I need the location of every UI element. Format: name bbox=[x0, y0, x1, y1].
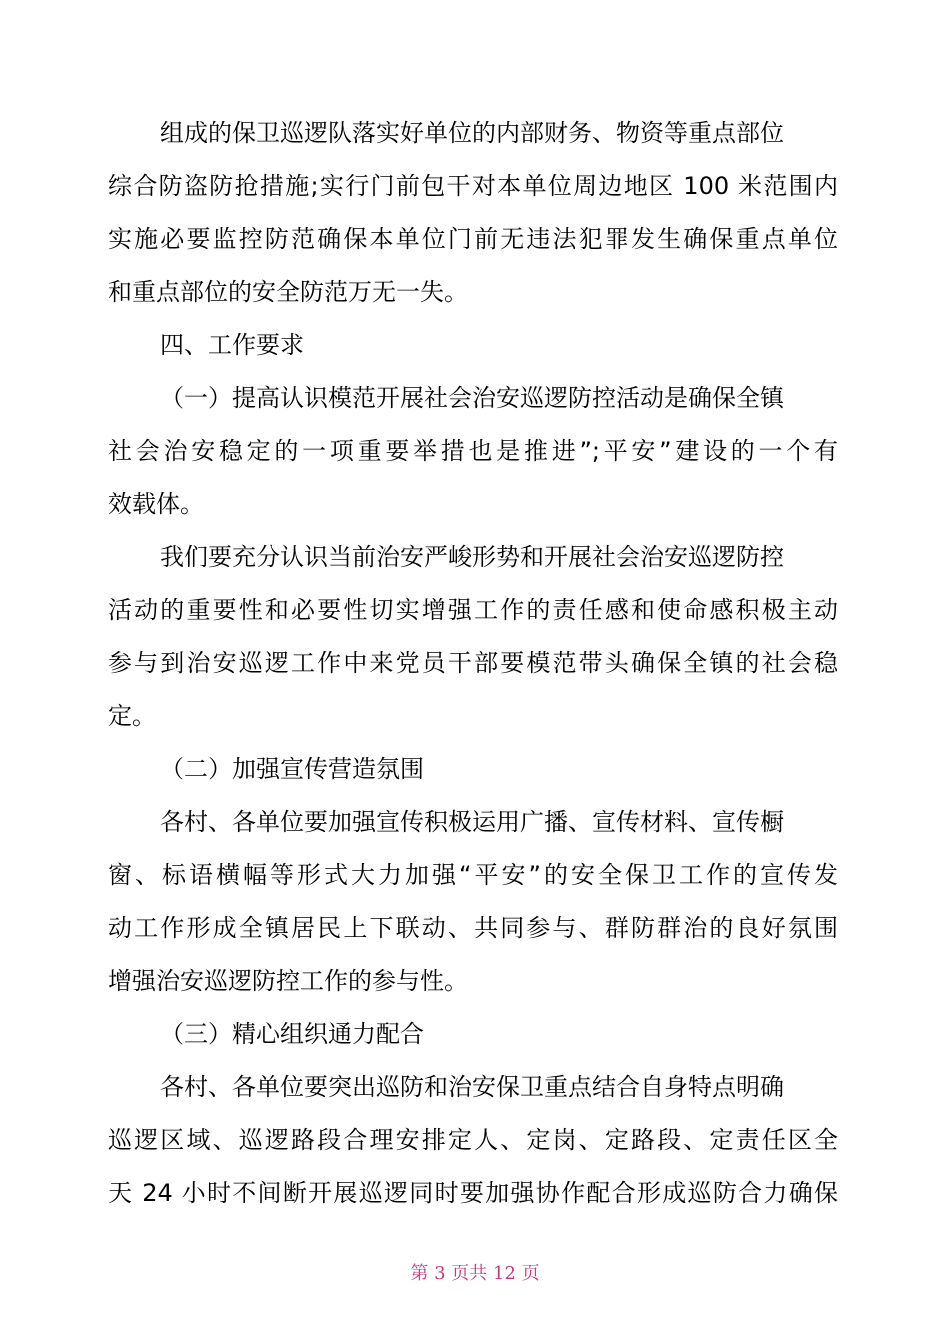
paragraph-line: 巡逻区域、巡逻路段合理安排定人、定岗、定路段、定责任区全 bbox=[108, 1126, 838, 1154]
paragraph-line: 活动的重要性和必要性切实增强工作的责任感和使命感积极主动 bbox=[108, 596, 838, 624]
paragraph-line: 我们要充分认识当前治安严峻形势和开展社会治安巡逻防控 bbox=[160, 543, 784, 571]
paragraph-line: 实施必要监控防范确保本单位门前无违法犯罪发生确保重点单位 bbox=[108, 225, 838, 253]
paragraph-line: 各村、各单位要突出巡防和治安保卫重点结合自身特点明确 bbox=[160, 1073, 784, 1101]
page-number-footer: 第 3 页共 12 页 bbox=[410, 1263, 540, 1284]
paragraph-line: 窗、标语横幅等形式大力加强“平安”的安全保卫工作的宣传发 bbox=[108, 861, 838, 889]
paragraph-line: 定。 bbox=[108, 702, 156, 730]
paragraph-line: 和重点部位的安全防范万无一失。 bbox=[108, 278, 468, 306]
paragraph-line: 综合防盗防抢措施;实行门前包干对本单位周边地区 100 米范围内 bbox=[108, 172, 838, 200]
subsection-heading: （二）加强宣传营造氛围 bbox=[160, 755, 424, 783]
subsection-heading: （一）提高认识模范开展社会治安巡逻防控活动是确保全镇 bbox=[160, 384, 784, 412]
paragraph-line: 社会治安稳定的一项重要举措也是推进”;平安”建设的一个有 bbox=[108, 437, 838, 465]
paragraph-line: 效载体。 bbox=[108, 490, 204, 518]
section-heading: 四、工作要求 bbox=[160, 331, 304, 359]
subsection-heading: （三）精心组织通力配合 bbox=[160, 1020, 424, 1048]
paragraph-line: 组成的保卫巡逻队落实好单位的内部财务、物资等重点部位 bbox=[160, 119, 784, 147]
paragraph-line: 天 24 小时不间断开展巡逻同时要加强协作配合形成巡防合力确保 bbox=[108, 1179, 838, 1207]
paragraph-line: 增强治安巡逻防控工作的参与性。 bbox=[108, 967, 468, 995]
paragraph-line: 参与到治安巡逻工作中来党员干部要模范带头确保全镇的社会稳 bbox=[108, 649, 838, 677]
paragraph-line: 动工作形成全镇居民上下联动、共同参与、群防群治的良好氛围 bbox=[108, 914, 838, 942]
paragraph-line: 各村、各单位要加强宣传积极运用广播、宣传材料、宣传橱 bbox=[160, 808, 784, 836]
